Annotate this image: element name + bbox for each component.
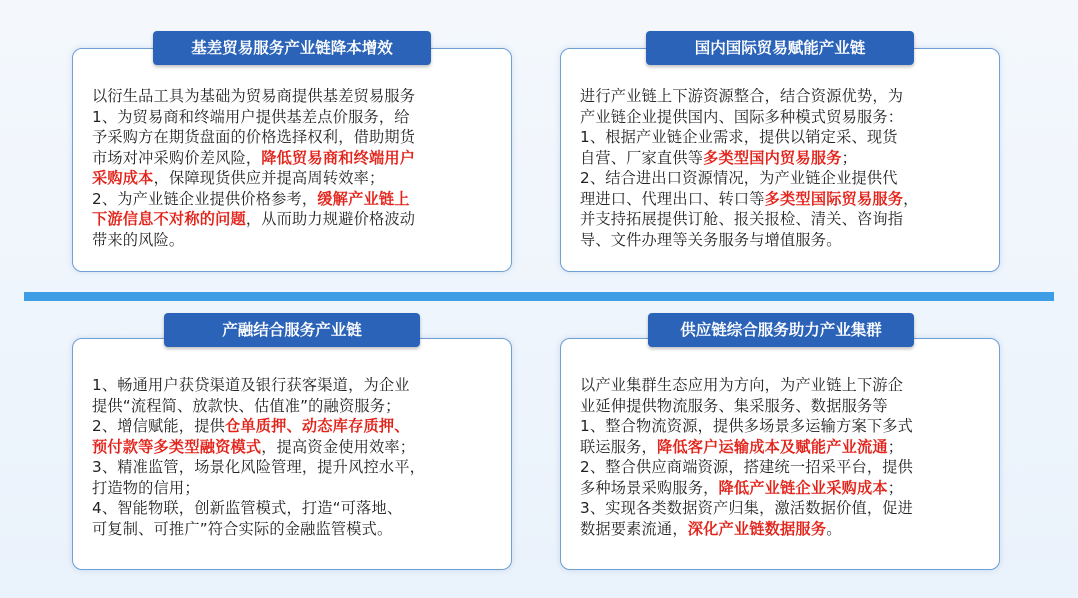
body-text: 市场对冲采购价差风险， — [92, 148, 262, 167]
text-line — [92, 457, 502, 478]
text-line — [580, 498, 995, 519]
panel-title-basis-trade: 基差贸易服务产业链降本增效 — [153, 31, 431, 65]
body-text: 。 — [826, 519, 842, 538]
body-text: 带来的风险。 — [92, 230, 185, 249]
text-line — [92, 168, 502, 189]
text-line — [92, 230, 502, 251]
body-text: ，提高资金使用效率； — [261, 437, 416, 456]
text-line — [580, 396, 995, 417]
text-line — [580, 107, 995, 128]
text-line — [580, 209, 995, 230]
text-line — [92, 189, 502, 210]
body-text: 4、智能物联，创新监管模式，打造“可落地、 — [92, 499, 403, 517]
body-text: 1、整合物流资源，提供多场景多运输方案下多式 — [580, 417, 914, 435]
text-line — [580, 437, 995, 458]
text-line — [92, 396, 502, 417]
body-text: 2、整合供应商端资源，搭建统一招采平台，提供 — [580, 458, 914, 476]
body-text: 数据要素流通， — [580, 519, 688, 538]
body-text: 进行产业链上下游资源整合，结合资源优势，为 — [580, 87, 904, 105]
highlight-text: 下游信息不对称的问题 — [92, 210, 246, 228]
text-line — [92, 416, 502, 437]
text-line — [92, 86, 502, 107]
text-line — [580, 168, 995, 189]
text-line — [580, 416, 995, 437]
body-text: 2、为产业链企业提供价格参考， — [92, 189, 318, 208]
section-divider — [24, 292, 1054, 301]
body-text: 予采购方在期货盘面的价格选择权利，借助期货 — [92, 128, 416, 146]
highlight-text: 降低客户运输成本及赋能产业流通 — [656, 437, 888, 456]
body-text: 1、畅通用户获贷渠道及银行获客渠道，为企业 — [92, 376, 410, 394]
body-text: 可复制、可推广”符合实际的金融监管模式。 — [92, 519, 393, 538]
text-line — [580, 148, 995, 169]
body-text: ，保障现货供应并提高周转效率； — [153, 169, 385, 187]
text-line — [580, 230, 995, 251]
body-text: 以衍生品工具为基础为贸易商提供基差贸易服务 — [92, 87, 416, 105]
highlight-text: 多类型国内贸易服务 — [703, 148, 842, 167]
body-text: 提供“流程简、放款快、估值准”的融资服务； — [92, 396, 401, 415]
text-line — [580, 86, 995, 107]
text-line — [92, 478, 502, 499]
body-text: 1、根据产业链企业需求，提供以销定采、现货 — [580, 128, 898, 146]
body-text: 2、结合进出口资源情况，为产业链企业提供代 — [580, 169, 898, 187]
highlight-text: 降低贸易商和终端用户 — [261, 148, 416, 167]
body-text: 业延伸提供物流服务、集采服务、数据服务等 — [580, 396, 888, 415]
text-line — [92, 127, 502, 148]
text-line — [92, 209, 502, 230]
panel-body-trade-empower — [580, 86, 995, 250]
panel-title-trade-empower: 国内国际贸易赋能产业链 — [646, 31, 914, 65]
body-text: ； — [887, 437, 904, 456]
text-line — [580, 127, 995, 148]
highlight-text: 降低产业链企业采购成本 — [718, 478, 888, 497]
highlight-text: 采购成本 — [92, 169, 154, 187]
text-line — [580, 478, 995, 499]
body-text: 联运服务， — [580, 437, 657, 456]
body-text: 产业链企业提供国内、国际多种模式贸易服务： — [580, 107, 904, 126]
panel-body-industry-finance — [92, 375, 502, 539]
body-text: 多种场景采购服务， — [580, 478, 719, 497]
body-text: 导、文件办理等关务服务与增值服务。 — [580, 230, 842, 249]
highlight-text: 预付款等多类型融资模式 — [92, 437, 262, 456]
text-line — [580, 189, 995, 210]
body-text: 3、实现各类数据资产归集，激活数据价值，促进 — [580, 499, 914, 517]
text-line — [580, 457, 995, 478]
panel-title-supply-chain: 供应链综合服务助力产业集群 — [648, 313, 914, 347]
body-text: 并支持拓展提供订舱、报关报检、清关、咨询指 — [580, 210, 904, 228]
body-text: 3、精准监管，场景化风险管理，提升风控水平， — [92, 458, 426, 476]
highlight-text: 仓单质押、动态库存质押、 — [224, 417, 410, 435]
text-line — [92, 437, 502, 458]
body-text: 2、增信赋能，提供 — [92, 417, 225, 435]
body-text: 自营、厂家直供等 — [580, 148, 704, 167]
body-text: ； — [841, 148, 857, 167]
text-line — [92, 107, 502, 128]
panel-title-industry-finance: 产融结合服务产业链 — [164, 313, 420, 347]
highlight-text: 缓解产业链上 — [317, 189, 410, 208]
body-text: 理进口、代理出口、转口等 — [580, 189, 765, 208]
text-line — [92, 498, 502, 519]
body-text: 1、为贸易商和终端用户提供基差点价服务，给 — [92, 107, 410, 126]
body-text: ，从而助力规避价格波动 — [245, 210, 416, 228]
text-line — [92, 519, 502, 540]
panel-body-basis-trade — [92, 86, 502, 250]
highlight-text: 深化产业链数据服务 — [687, 519, 827, 538]
panel-body-supply-chain — [580, 375, 995, 539]
text-line — [92, 375, 502, 396]
body-text: 打造物的信用； — [92, 478, 200, 497]
text-line — [92, 148, 502, 169]
body-text: ； — [887, 478, 904, 497]
highlight-text: 多类型国际贸易服务 — [764, 189, 904, 208]
text-line — [580, 375, 995, 396]
body-text: 以产业集群生态应用为方向，为产业链上下游企 — [580, 376, 904, 394]
body-text: ， — [903, 189, 919, 208]
text-line — [580, 519, 995, 540]
